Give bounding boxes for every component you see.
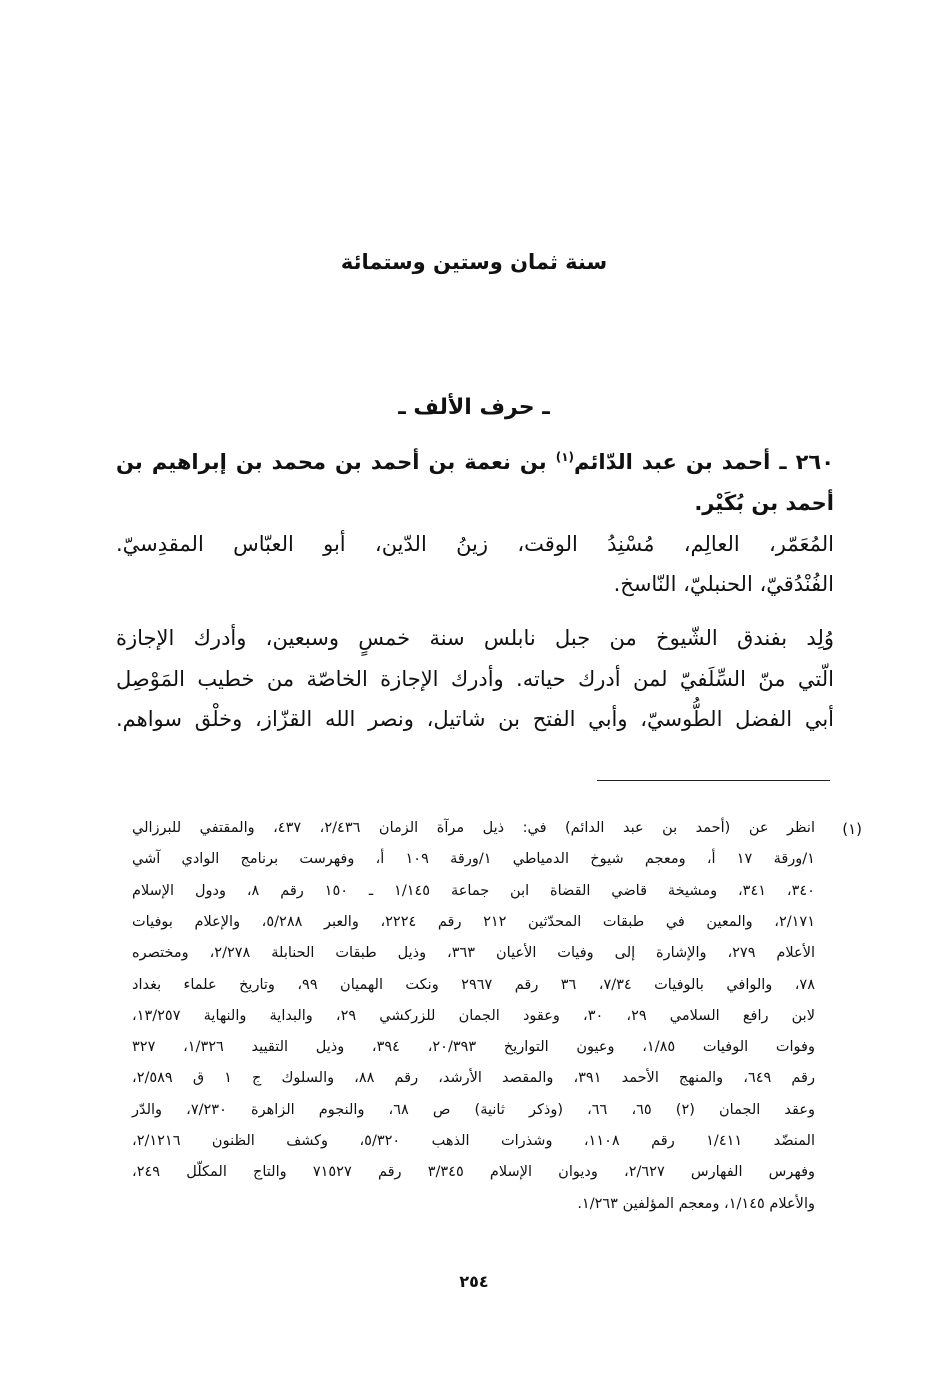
footnote-line: ١/ورقة ١٧ أ، ومعجم شيوخ الدمياطي ١/ورقة ١٠٩ أ، وفهرست برنامج الوادي آشي	[132, 851, 815, 868]
bio-line: أبي الفضل الطُّوسيّ، وأبي الفتح بن شاتيل، ونصر الله القزّاز، وخلْق سواهم.	[116, 707, 834, 731]
footnote-line: وفهرس الفهارس ٢/٦٢٧، وديوان الإسلام ٣/٣٤٥ رقم ٧١٥٢٧ والتاج المكلّل ٢٤٩،	[132, 1164, 815, 1181]
entry-titles-line-2: الفُنْدُقيّ، الحنبليّ، النّاسخ.	[613, 572, 834, 596]
footnote-separator	[597, 780, 830, 781]
entry-number-name: ٢٦٠ ـ أحمد بن عبد الدّائم	[574, 450, 835, 474]
entry-lineage: بن نعمة بن أحمد بن محمد بن إبراهيم بن	[116, 450, 547, 474]
footnote-reference[interactable]: (١)	[555, 450, 575, 464]
footnote-line: انظر عن (أحمد بن عبد الدائم) في: ذيل مرآة الزمان ٢/٤٣٦، ٤٣٧، والمقتفي للبرزالي	[132, 820, 815, 836]
page-number: ٢٥٤	[459, 1272, 489, 1291]
footnote-line: رقم ٦٤٩، والمنهج الأحمد ٣٩١، والمقصد الأرشد، رقم ٨٨، والسلوك ج ١ ق ٢/٥٨٩،	[132, 1070, 815, 1087]
footnote-line: الأعلام ٢٧٩، والإشارة إلى وفيات الأعيان ٣٦٣، وذيل طبقات الحنابلة ٢/٢٧٨، ومختصره	[132, 945, 815, 962]
footnote-line: ٣٤٠، ٣٤١، ومشيخة قاضي القضاة ابن جماعة ١/١٤٥ ـ ١٥٠ رقم ٨، ودول الإسلام	[132, 882, 815, 899]
entry-name-line-1	[116, 450, 834, 474]
entry-name-line-2: أحمد بن بُكَيْر.	[694, 491, 834, 515]
bio-line: الّتي منّ السِّلَفيّ لمن أدرك حياته. وأدرك الإجازة الخاصّة من خطيب المَوْصِل	[116, 667, 834, 691]
footnote-line: المنضّد ١/٤١١ رقم ١١٠٨، وشذرات الذهب ٥/٣٢٠، وكشف الظنون ٢/١٢١٦،	[132, 1133, 815, 1149]
year-heading: سنة ثمان وستين وستمائة	[340, 250, 608, 274]
footnote-line: وعقد الجمان (٢) ٦٥، ٦٦، (وذكر ثانية) ص ٦٨، والنجوم الزاهرة ٧/٢٣٠، والدّر	[132, 1101, 815, 1118]
entry-titles-line-1: المُعَمّر، العالِم، مُسْنِدُ الوقت، زينُ الدّين، أبو العبّاس المقدِسيّ.	[116, 532, 834, 556]
footnote-line: ٢/١٧١، والمعين في طبقات المحدّثين ٢١٢ رقم ٢٢٢٤، والعبر ٥/٢٨٨، والإعلام بوفيات	[132, 913, 816, 930]
footnote-line: ٧٨، والوافي بالوفيات ٧/٣٤، ٣٦ رقم ٢٩٦٧ ونكت الهميان ٩٩، وتاريخ علماء بغداد	[132, 976, 815, 993]
section-heading: ـ حرف الألف ـ	[398, 395, 550, 420]
bio-line: وُلِد بفندق الشّيوخ من جبل نابلس سنة خمسٍ وسبعين، وأدرك الإجازة	[116, 626, 834, 650]
footnote-marker: (١)	[842, 820, 862, 838]
footnote-line: وفوات الوفيات ١/٨٥، وعيون التواريخ ٢٠/٣٩٣، ٣٩٤، وذيل التقييد ١/٣٢٦، ٣٢٧	[132, 1039, 815, 1056]
footnote-line: لابن رافع السلامي ٢٩، ٣٠، وعقود الجمان للزركشي ٢٩، والبداية والنهاية ١٣/٢٥٧،	[132, 1007, 815, 1024]
footnote-line: والأعلام ١/١٤٥، ومعجم المؤلفين ١/٢٦٣.	[577, 1195, 815, 1212]
